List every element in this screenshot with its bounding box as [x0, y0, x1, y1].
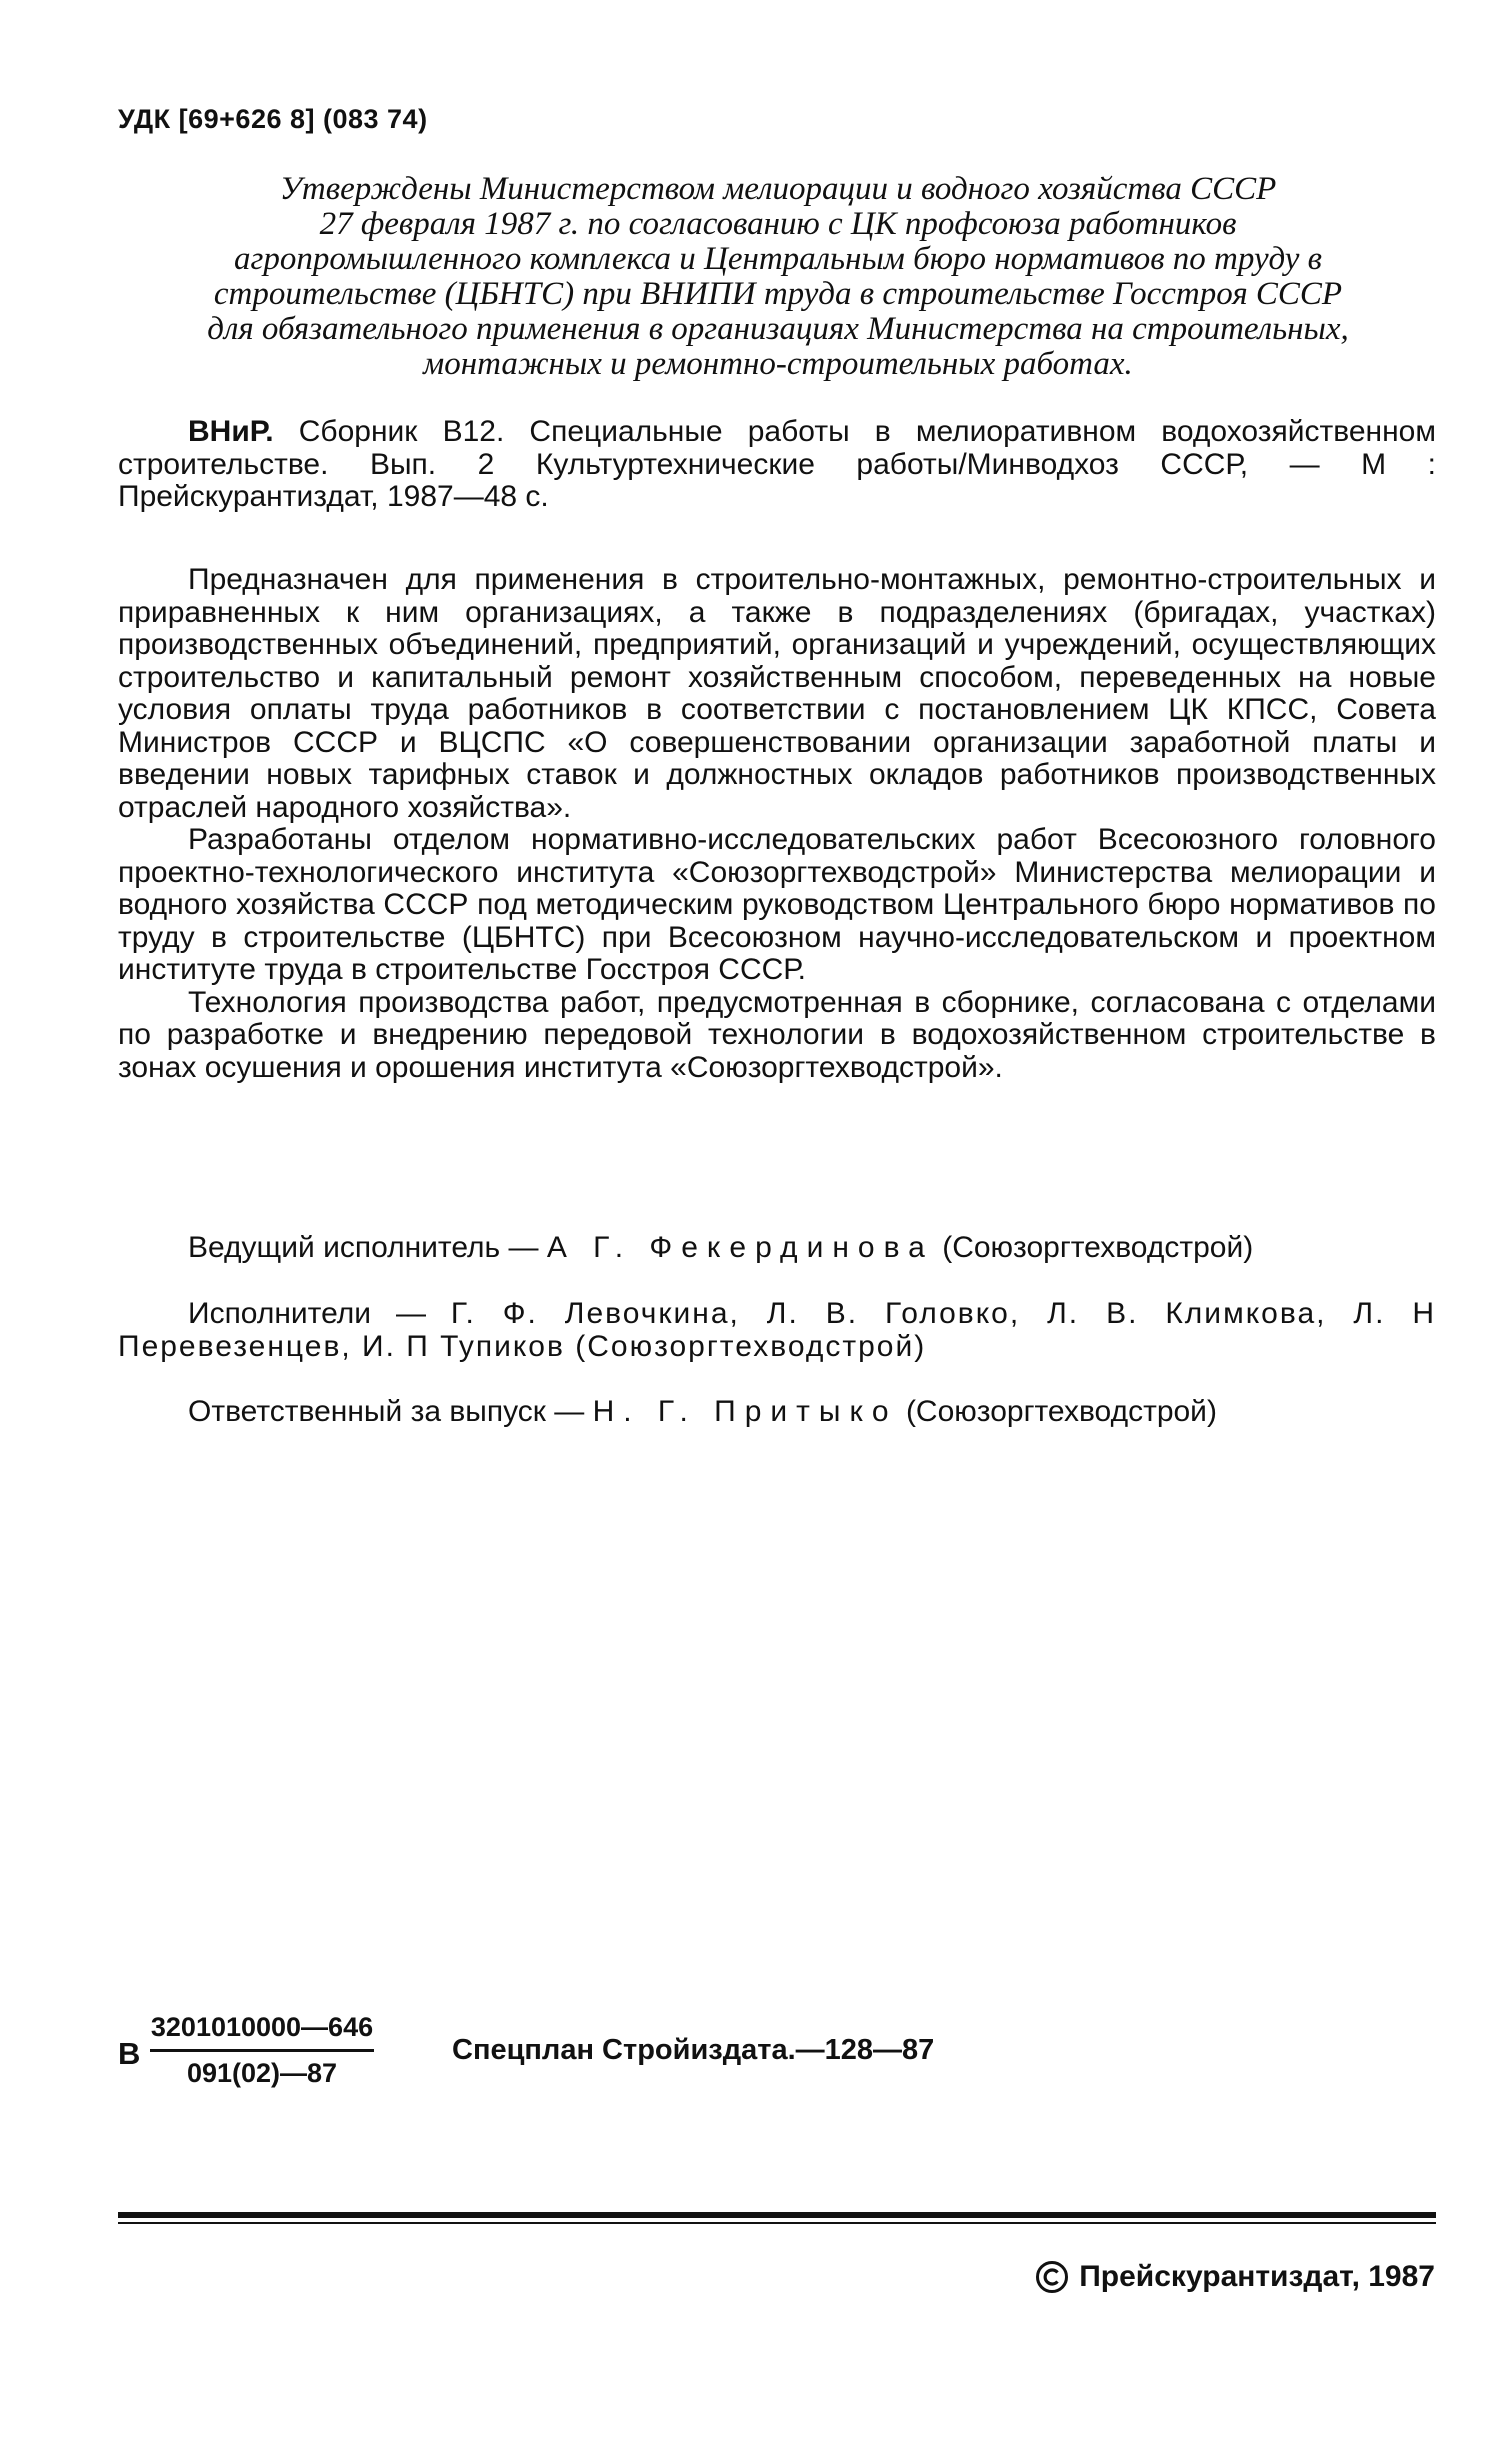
credit-executors-role: Исполнители — — [188, 1297, 451, 1330]
publishing-plan: Спецплан Стройиздата.—128—87 — [452, 2034, 935, 2066]
annotation-paragraph-developers: Разработаны отделом нормативно-исследовательских работ Всесоюзного головного проектно-технологического института «Союзоргтехводстрой» Министерства мелиорации и водного хозяйства СССР под методическим руководством Центрального бюро нормативов по труду в строительстве (ЦБНТС) при Всесоюзном научно-исследовательском и проектном институте труда в строительстве Госстроя СССР. — [118, 823, 1436, 986]
divider-rule-thin — [118, 2222, 1436, 2224]
divider-rule — [118, 2212, 1436, 2218]
approval-line: строительстве (ЦБНТС) при ВНИПИ труда в строительстве Госстроя СССР — [213, 276, 1343, 312]
bibliographic-entry — [118, 416, 1436, 514]
approval-line: агропромышленного комплекса и Центральным бюро нормативов по труду в — [234, 241, 1322, 277]
catalog-fraction — [150, 2012, 374, 2089]
biblio-prefix: ВНиР. — [188, 415, 274, 448]
copyright-icon — [1035, 2260, 1069, 2294]
copyright-text: Прейскурантиздат, 1987 — [1079, 2260, 1435, 2293]
credit-responsible-name: Н. Г. Притыко — [592, 1395, 898, 1428]
credit-lead-role: Ведущий исполнитель — — [188, 1231, 547, 1264]
approval-line: для обязательного применения в организациях Министерства на строительных, — [207, 311, 1349, 347]
catalog-denominator: 091(02)—87 — [186, 2058, 338, 2088]
credit-executors-names: Г. Ф. Левочкина, Л. В. Головко, Л. В. Климкова, Л. Н Перевезенцев, И. П Тупиков (Союзоргтехводстрой) — [118, 1297, 1436, 1363]
catalog-numerator: 3201010000—646 — [150, 2012, 374, 2052]
catalog-letter: В — [118, 2036, 141, 2071]
credit-responsible-org: (Союзоргтехводстрой) — [897, 1395, 1217, 1428]
credit-responsible — [118, 1396, 1436, 1429]
credit-lead-org: (Союзоргтехводстрой) — [933, 1231, 1254, 1264]
credit-executors — [118, 1298, 1436, 1363]
approval-line: 27 февраля 1987 г. по согласованию с ЦК профсоюза работников — [319, 206, 1237, 242]
approval-line: Утверждены Министерством мелиорации и водного хозяйства СССР — [279, 171, 1277, 207]
annotation — [118, 564, 1436, 1084]
credit-lead — [118, 1232, 1436, 1265]
credit-lead-name: А Г. Фекердинова — [546, 1231, 934, 1264]
udk-code: УДК [69+626 8] (083 74) — [118, 104, 428, 134]
annotation-paragraph-technology: Технология производства работ, предусмотренная в сборнике, согласована с отделами по разработке и внедрению передовой технологии в водохозяйственном строительстве в зонах осушения и орошения института «Союзоргтехводстрой». — [118, 985, 1436, 1084]
credit-responsible-role: Ответственный за выпуск — — [188, 1395, 593, 1428]
copyright-notice — [1035, 2260, 1435, 2294]
approval-statement — [118, 172, 1438, 382]
annotation-paragraph-purpose: Предназначен для применения в строительно-монтажных, ремонтно-строительных и приравненных к ним организациях, а также в подразделениях (бригадах, участках) производственных объединений, предприятий, организаций и учреждений, осуществляющих строительство и капитальный ремонт хозяйственным способом, переведенных на новые условия оплаты труда работников в соответствии с постановлением ЦК КПСС, Совета Министров СССР и ВЦСПС «О совершенствовании организации заработной платы и введении новых тарифных ставок и должностных окладов работников производственных отраслей народного хозяйства». — [118, 563, 1436, 824]
approval-line: монтажных и ремонтно-строительных работах. — [423, 346, 1133, 382]
biblio-text: Сборник В12. Специальные работы в мелиоративном водохозяйственном строительстве. Вып. 2 Культуртехнические работы/Минводхоз СССР, — М : Прейскурантиздат, 1987—48 с. — [118, 415, 1436, 513]
